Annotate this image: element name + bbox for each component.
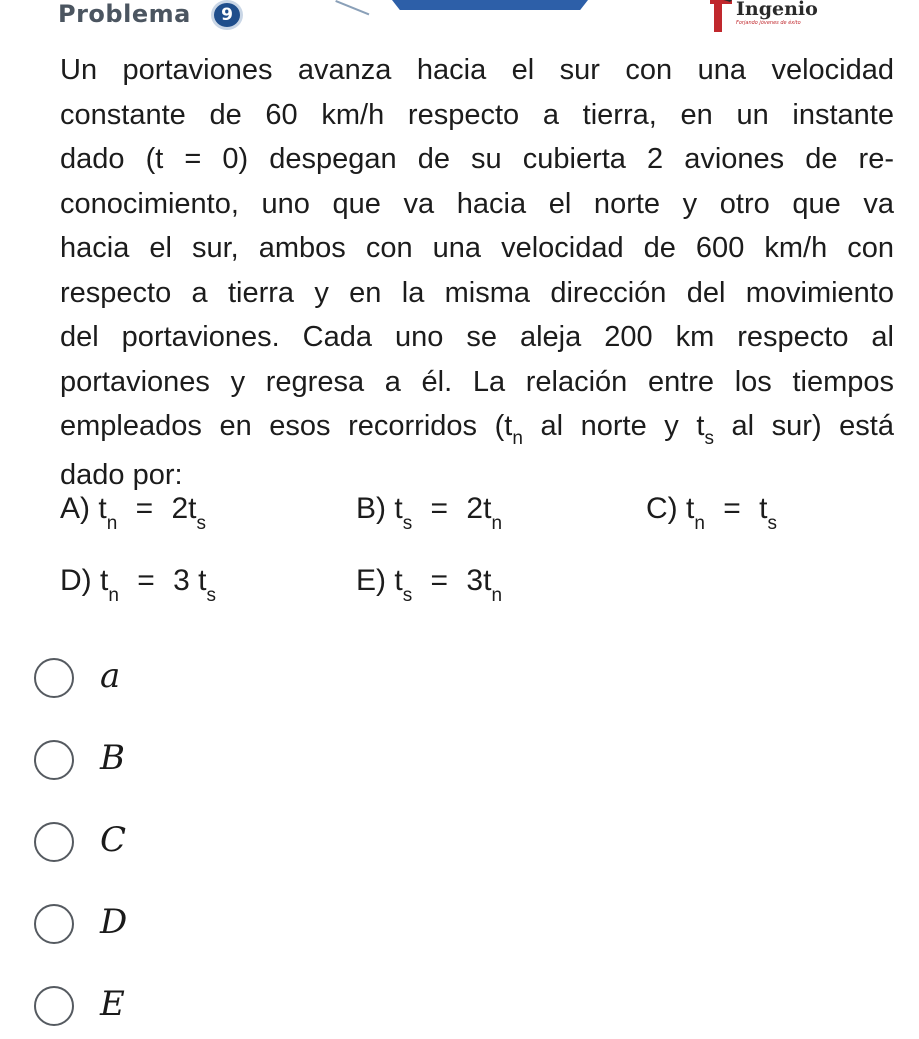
decorative-line [335, 0, 369, 15]
radio-label[interactable]: B [100, 738, 125, 778]
problem-line: Un portaviones avanza hacia el sur con una velocidad [60, 54, 894, 86]
problem-label: Problema [58, 0, 191, 28]
option-c [646, 492, 777, 534]
problem-line: hacia el sur, ambos con una velocidad de 600 km/h con [60, 232, 894, 264]
problem-line: respecto a tierra y en la misma dirección del movimiento [60, 276, 894, 309]
option-lhs-sub: s [402, 513, 413, 534]
option-letter: B) [356, 492, 386, 525]
problem-line: del portaviones. Cada uno se aleja 200 km respecto al [60, 321, 894, 353]
option-letter: A) [60, 492, 90, 525]
problem-line: dado por: [60, 458, 183, 491]
radio-button[interactable] [34, 822, 74, 862]
option-eq: = [135, 492, 154, 525]
option-eq: = [723, 492, 741, 525]
option-lhs: t [98, 492, 107, 525]
line-text: empleados en esos recorridos (t [60, 410, 513, 442]
option-rhs-sub: s [206, 585, 216, 606]
problem-line: constante de 60 km/h respecto a tierra, en un instante [60, 98, 894, 131]
option-lhs: t [686, 492, 695, 525]
radio-button[interactable] [34, 658, 74, 698]
option-lhs-sub: s [402, 585, 413, 606]
radio-button[interactable] [34, 986, 74, 1026]
radio-label[interactable]: D [100, 902, 128, 942]
logo-mark-icon [706, 0, 736, 34]
option-lhs-sub: n [108, 585, 119, 606]
problem-statement [60, 48, 894, 497]
option-lhs-sub: n [694, 513, 705, 534]
option-lhs: t [394, 564, 403, 597]
option-eq: = [137, 564, 155, 597]
radio-option-c[interactable] [34, 812, 334, 872]
option-rhs-sub: n [491, 513, 503, 534]
option-rhs: 3t [466, 564, 492, 597]
problem-line [60, 404, 894, 453]
option-b [356, 492, 503, 534]
option-rhs-sub: s [196, 513, 207, 534]
radio-option-a[interactable] [34, 648, 334, 708]
option-d [60, 564, 216, 606]
radio-label[interactable]: a [100, 656, 121, 696]
logo-tagline: Forjando jóvenes de éxito [736, 20, 801, 26]
radio-button[interactable] [34, 904, 74, 944]
option-e [356, 564, 503, 606]
problem-line: dado (t = 0) despegan de su cubierta 2 aviones de re- [60, 143, 894, 175]
logo-name: Ingenio [736, 0, 818, 20]
option-letter: C) [646, 492, 678, 525]
radio-button[interactable] [34, 740, 74, 780]
option-rhs-sub: n [491, 585, 503, 606]
option-eq: = [430, 564, 449, 597]
problem-line: portaviones y regresa a él. La relación entre los tiempos [60, 365, 894, 398]
option-eq: = [430, 492, 449, 525]
radio-option-d[interactable] [34, 894, 334, 954]
option-letter: E) [356, 564, 386, 597]
option-lhs: t [100, 564, 109, 597]
radio-label[interactable]: C [100, 820, 127, 860]
option-rhs-sub: s [767, 513, 777, 534]
decorative-banner [392, 0, 588, 10]
radio-option-e[interactable] [34, 976, 334, 1036]
option-letter: D) [60, 564, 92, 597]
subscript-s: s [704, 428, 714, 449]
line-text: al norte y t [522, 410, 705, 442]
option-rhs: 2t [466, 492, 492, 525]
option-a [60, 492, 207, 534]
problem-line: conocimiento, uno que va hacia el norte y otro que va [60, 187, 894, 220]
option-rhs: 2t [171, 492, 197, 525]
subscript-n: n [512, 428, 523, 449]
option-rhs: t [759, 492, 768, 525]
option-lhs-sub: n [106, 513, 118, 534]
problem-header [0, 0, 919, 40]
ingenio-logo [706, 0, 836, 36]
radio-label[interactable]: E [100, 984, 125, 1024]
line-text: al sur) está [713, 410, 894, 442]
option-rhs: 3 t [173, 564, 207, 597]
problem-number-badge: 9 [211, 0, 243, 30]
option-lhs: t [394, 492, 403, 525]
radio-option-b[interactable] [34, 730, 334, 790]
